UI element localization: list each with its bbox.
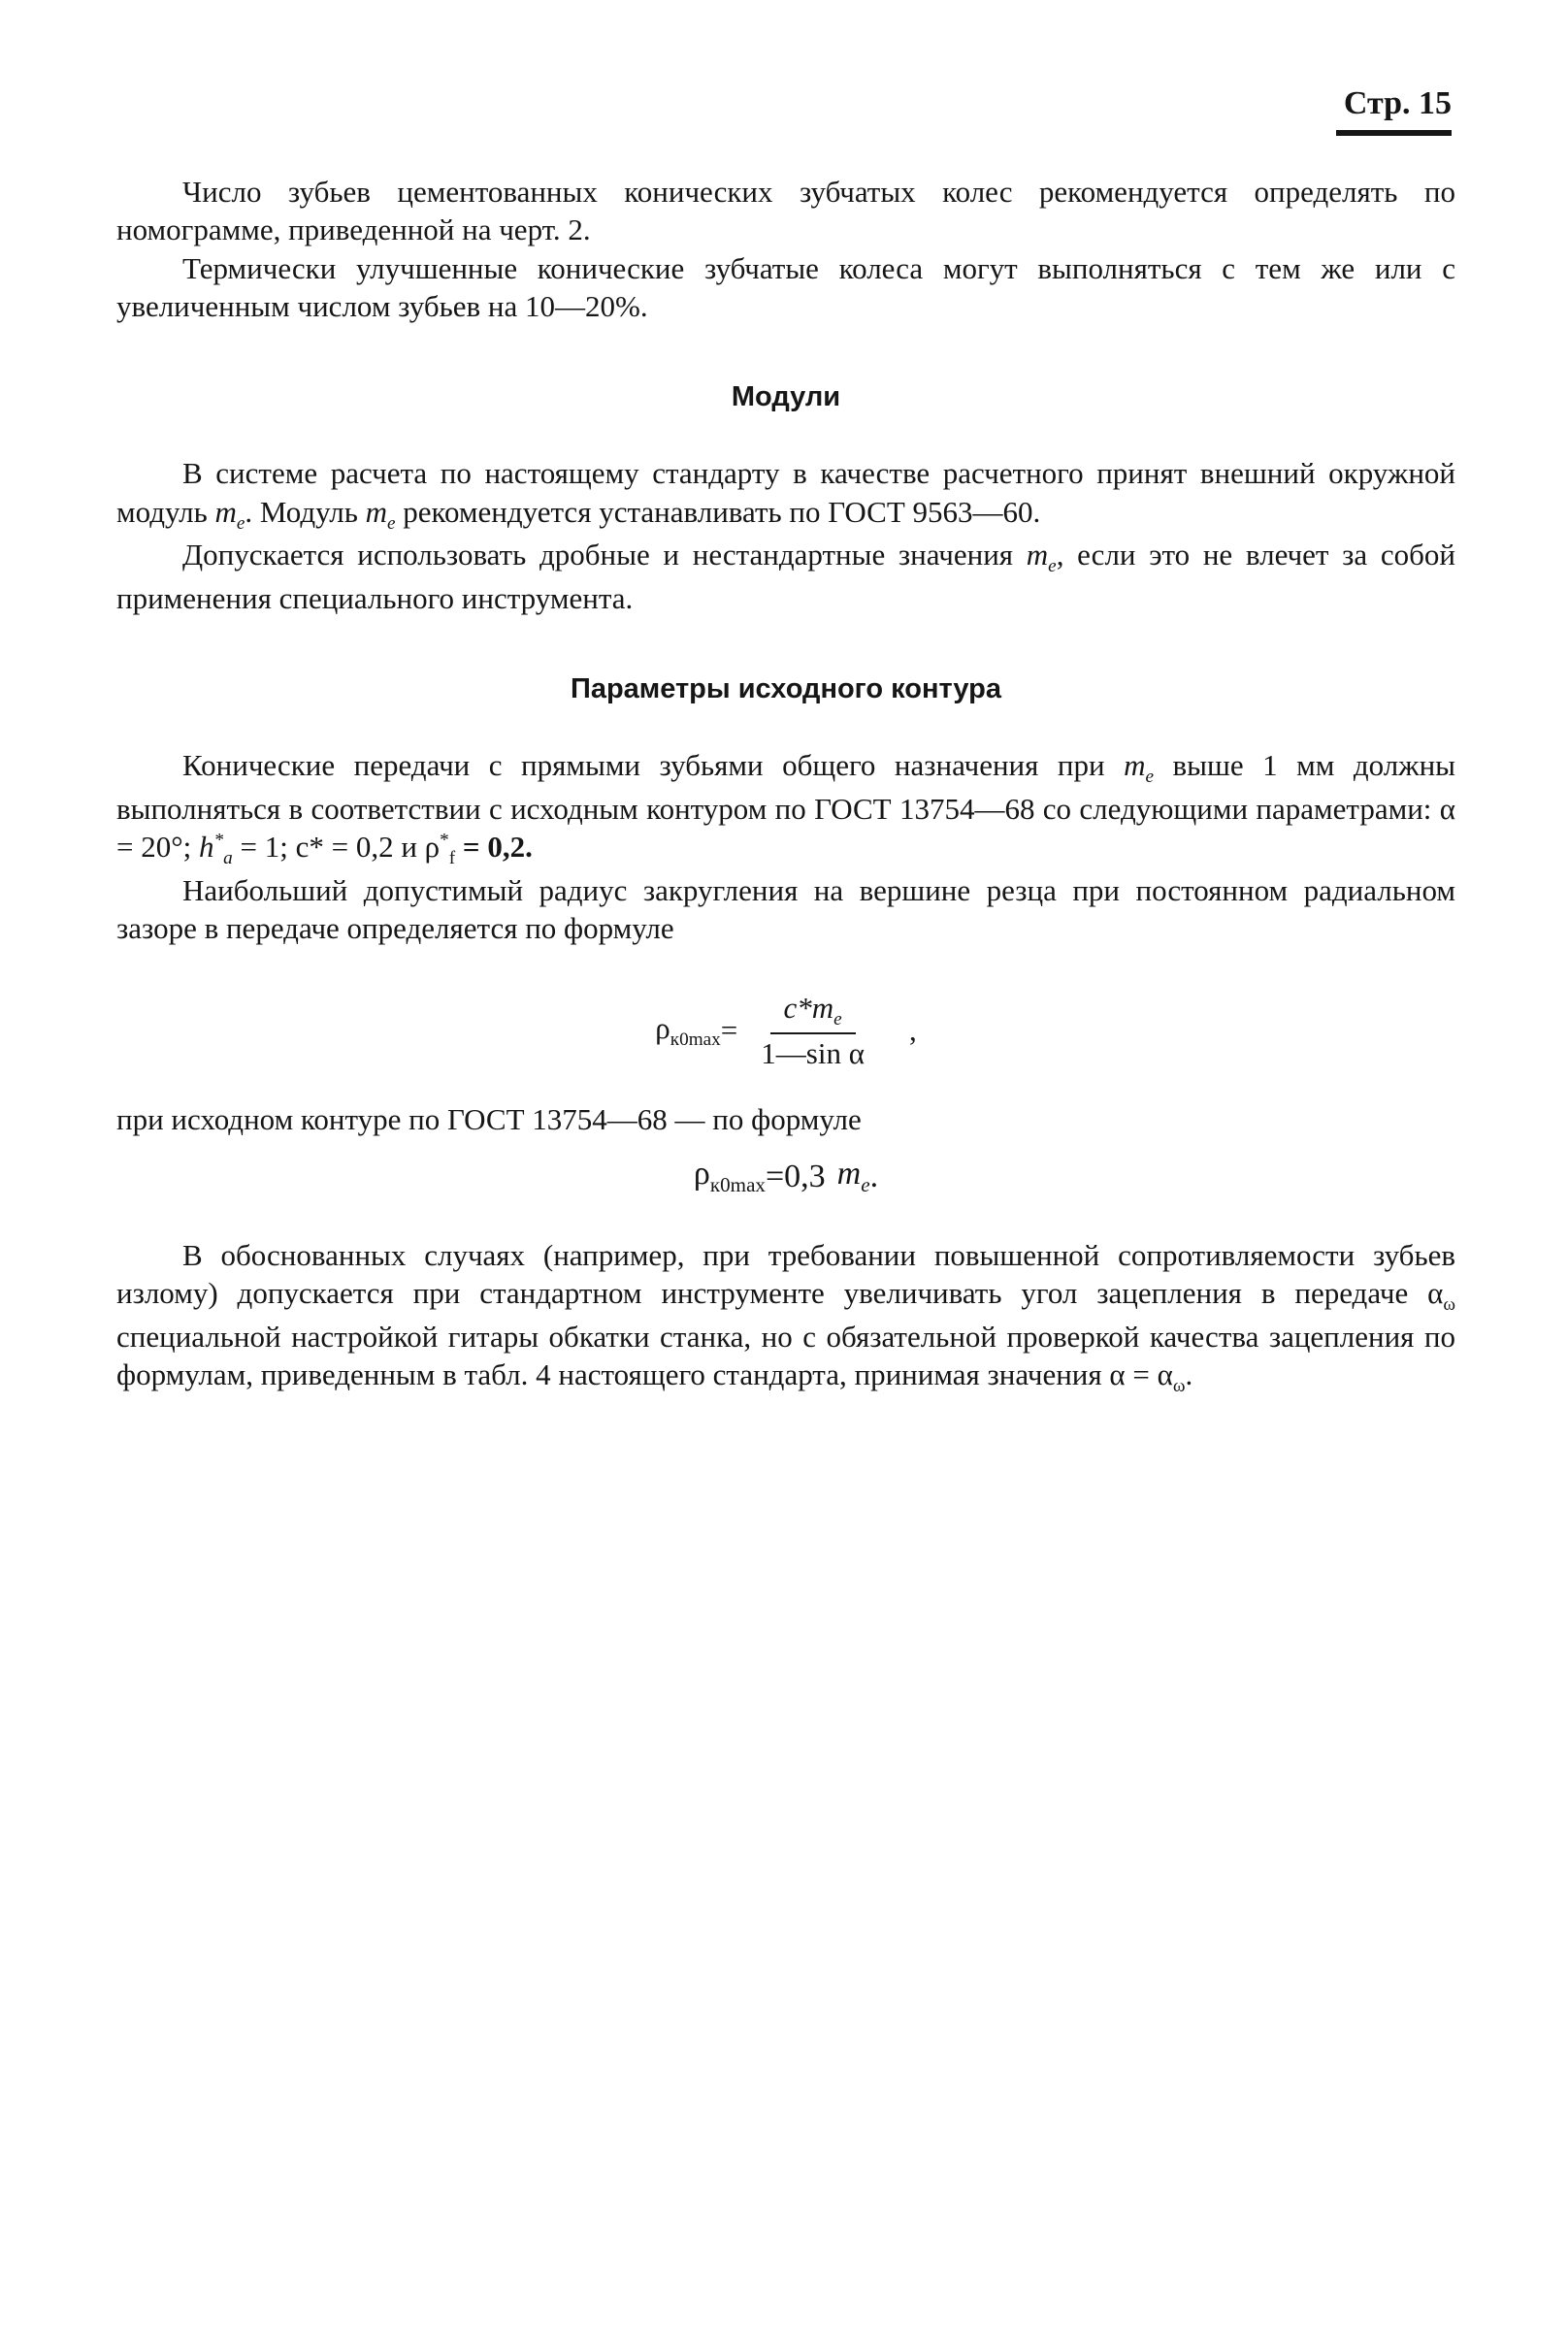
formula2-me-base: m [836, 1156, 862, 1192]
formula1-numerator [770, 991, 856, 1034]
modules-p2-text-a: Допускается использовать дробные и нестандартные значения [182, 538, 1014, 572]
modules-p1-text-c: рекомендуется устанавливать по ГОСТ 9563—60. [403, 494, 1041, 529]
section-heading-modules: Модули [731, 381, 841, 413]
rho-value: = 0,2. [462, 830, 533, 865]
formula2-me [837, 1156, 870, 1197]
me-sub-4: e [1145, 767, 1155, 788]
ha-value: = 1; [240, 830, 288, 865]
contour-p1-text-b: выше 1 мм должны выполняться в соответствии с исходным контуром по ГОСТ 13754—68 со следующими параметрами: [116, 748, 1456, 826]
me-base-3: m [1026, 538, 1049, 572]
formula1-rho-sub: к0max [670, 1029, 721, 1050]
rho-star: * [440, 830, 449, 851]
formula2-lhs [694, 1156, 766, 1197]
module-me-symbol-4 [1124, 748, 1155, 788]
final-text-b: специальной настройкой гитары обкатки станка, но с обязательной проверкой качества зацепления по формулам, приведенным в табл. 4 настоящего стандарта, принимая значения [116, 1319, 1455, 1392]
final-equation [1109, 1357, 1186, 1397]
final-end: . [1185, 1357, 1193, 1392]
rho-base: ρ [424, 830, 441, 865]
rho-sub: f [448, 848, 456, 869]
modules-p2-text-b: , если это не влечет за собой применения специального инструмента. [116, 538, 1455, 615]
section-heading-contour: Параметры исходного контура [570, 673, 1002, 705]
final-text-a: В обоснованных случаях (например, при требовании повышенной сопротивляемости зубьев излому) допускается при стандартном инструменте увеличивать угол зацепления в передаче [116, 1237, 1455, 1311]
between-formulas-text: при исходном контуре по ГОСТ 13754—68 — по формуле [116, 1101, 862, 1136]
module-me-symbol-2 [365, 494, 396, 534]
c-parameter: c* = 0,2 и [295, 830, 417, 865]
formula1-denominator: 1—sin α [761, 1035, 865, 1070]
me-sub-3: e [1048, 556, 1057, 577]
ha-sub: a [223, 848, 233, 869]
module-me-symbol [214, 494, 245, 534]
alpha-omega-sub: ω [1443, 1294, 1455, 1316]
rho-symbol [424, 830, 456, 869]
modules-paragraph-1 [116, 454, 1455, 536]
formula2-rho: ρ [693, 1156, 710, 1192]
formula1-rho: ρ [655, 1010, 670, 1045]
formula1-comma: , [908, 1013, 917, 1048]
me-base: m [214, 494, 237, 529]
formula1-num-sub: e [833, 1008, 842, 1029]
modules-paragraph-2 [116, 536, 1455, 617]
me-sub-2: e [386, 512, 396, 534]
formula1-fraction [747, 991, 878, 1071]
formula-rho-sin [116, 991, 1455, 1071]
me-sub: e [236, 512, 245, 534]
ha-symbol [199, 830, 233, 869]
formula2-rho-sub: к0max [709, 1172, 766, 1196]
formula1-lhs [655, 1011, 720, 1051]
contour-p1-text-a: Конические передачи с прямыми зубьями общего назначения при [182, 748, 1105, 783]
contour-paragraph-2: Наибольший допустимый радиус закругления на вершине резца при постоянном радиальном зазоре в передаче определяется по формуле [116, 872, 1455, 946]
document-body [116, 173, 1455, 1399]
formula1-num-base: c*m [783, 990, 834, 1025]
intro-paragraph-1: Число зубьев цементованных конических зубчатых колес рекомендуется определять по номограмме, приведенной на черт. 2. [116, 175, 1455, 247]
module-me-symbol-3 [1026, 538, 1057, 577]
modules-p1-text-a: В системе расчета по настоящему стандарту в качестве расчетного принят внешний окружной модуль [116, 456, 1455, 529]
me-base-2: m [365, 494, 387, 529]
formula2-rhs: =0,3 [765, 1158, 826, 1194]
page-number: Стр. 15 [1336, 85, 1452, 136]
alpha-omega-symbol [1427, 1276, 1455, 1316]
formula-rho-simple [116, 1156, 1455, 1197]
formula2-me-sub: e [861, 1172, 870, 1196]
formula1-equals: = [720, 1013, 738, 1048]
ha-base: h [199, 830, 214, 865]
modules-p1-text-b: . Модуль [245, 494, 358, 529]
intro-paragraph-2: Термически улучшенные конические зубчатые колеса могут выполняться с тем же или с увеличенным числом зубьев на 10—20%. [116, 250, 1455, 324]
me-base-4: m [1124, 748, 1146, 783]
alpha-omega-base: α [1427, 1276, 1444, 1311]
final-equation-sub: ω [1172, 1376, 1186, 1397]
final-equation-main: α = α [1109, 1357, 1173, 1392]
alpha-parameter: α = 20°; [116, 791, 1455, 865]
final-paragraph [116, 1236, 1455, 1399]
contour-paragraph-1 [116, 746, 1455, 871]
ha-star: * [213, 830, 224, 851]
formula2-end: . [869, 1158, 879, 1194]
